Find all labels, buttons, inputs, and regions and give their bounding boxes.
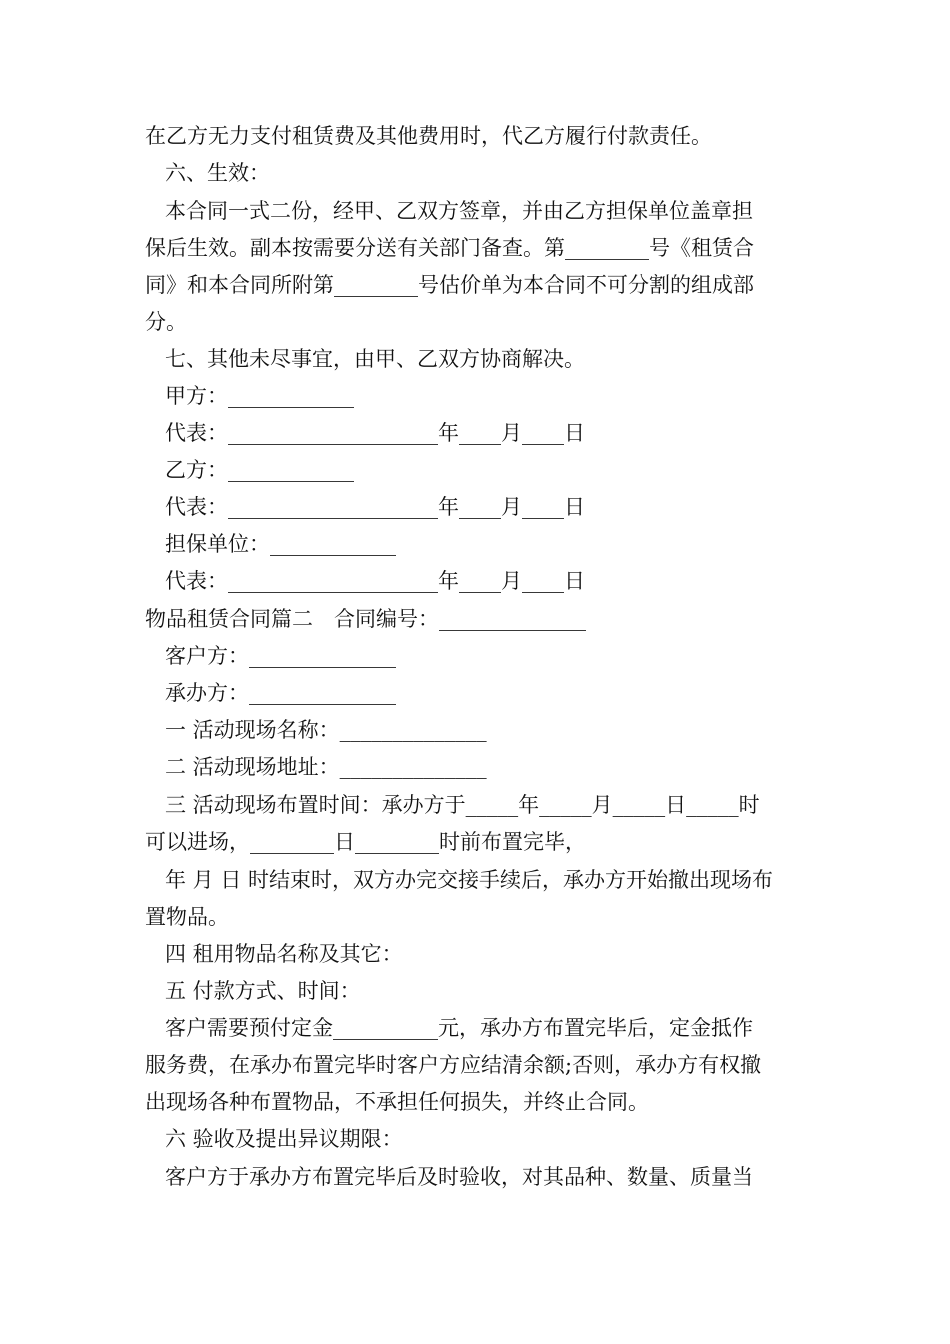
clause-line: 四 租用物品名称及其它： — [165, 942, 403, 966]
paragraph-line: 客户方于承办方布置完毕后及时验收，对其品种、数量、质量当 — [165, 1165, 753, 1189]
signature-line: 代表：____________________年____月____日 — [165, 495, 585, 519]
paragraph-line: 客户需要预付定金__________元，承办方布置完毕后，定金抵作 — [165, 1016, 753, 1040]
paragraph-line: 分。 — [145, 310, 187, 334]
party-line: 承办方：______________ — [165, 681, 396, 705]
contract-title-line: 物品租赁合同篇二 合同编号：______________ — [145, 607, 586, 631]
signature-line: 乙方：____________ — [165, 458, 354, 482]
paragraph-line: 年 月 日 时结束时，双方办完交接手续后，承办方开始撤出现场布 — [165, 868, 774, 892]
clause-line: 三 活动现场布置时间：承办方于_____年_____月_____日_____时 — [165, 793, 760, 817]
clause-line: 一 活动现场名称：______________ — [165, 718, 487, 742]
paragraph-line: 可以进场，________日________时前布置完毕， — [145, 830, 586, 854]
clause-line: 二 活动现场地址：______________ — [165, 755, 487, 779]
section-heading: 七、其他未尽事宜，由甲、乙双方协商解决。 — [165, 347, 585, 371]
section-heading: 六、生效： — [165, 161, 270, 185]
paragraph-line: 同》和本合同所附第________号估价单为本合同不可分割的组成部 — [145, 273, 754, 297]
paragraph-line: 本合同一式二份，经甲、乙双方签章，并由乙方担保单位盖章担 — [165, 199, 753, 223]
signature-line: 代表：____________________年____月____日 — [165, 569, 585, 593]
signature-line: 担保单位：____________ — [165, 532, 396, 556]
party-line: 客户方：______________ — [165, 644, 396, 668]
paragraph-line: 服务费，在承办布置完毕时客户方应结清余额;否则，承办方有权撤 — [145, 1053, 762, 1077]
paragraph-line: 置物品。 — [145, 905, 229, 929]
signature-line: 代表：____________________年____月____日 — [165, 421, 585, 445]
clause-line: 五 付款方式、时间： — [165, 979, 361, 1003]
paragraph-line: 在乙方无力支付租赁费及其他费用时，代乙方履行付款责任。 — [145, 124, 712, 148]
clause-line: 六 验收及提出异议期限： — [165, 1127, 403, 1151]
signature-line: 甲方：____________ — [165, 384, 354, 408]
paragraph-line: 保后生效。副本按需要分送有关部门备查。第________号《租赁合 — [145, 236, 754, 260]
paragraph-line: 出现场各种布置物品，不承担任何损失，并终止合同。 — [145, 1090, 649, 1114]
